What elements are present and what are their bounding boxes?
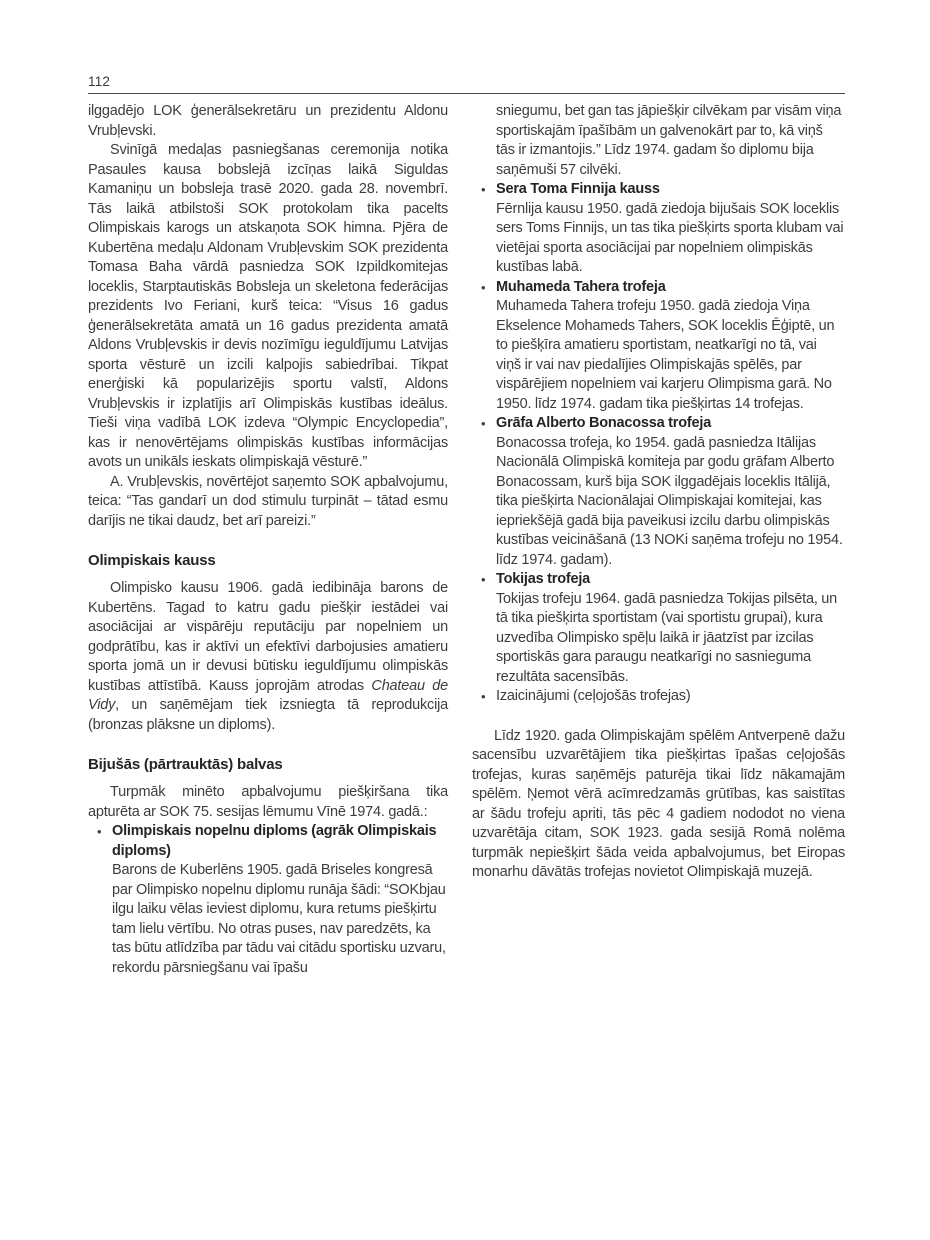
- bullet-icon: •: [481, 572, 486, 587]
- right-column: [472, 102, 845, 978]
- bullet-body-tokyo-trophy: Tokijas trofeju 1964. gadā pasniedza Tokijas pilsēta, un tā tika piešķirta sportistam (vai sportistu grupai), kura uzvedība Olimpisko spēļu laikā ir jāatzīst par izcilas sportiskās gara paraugu neatkarīgi no sasnieguma rezultāta sacensībās.: [496, 590, 838, 685]
- paragraph-olympic-cup: [88, 579, 448, 735]
- bullet-item-finnija-cup: [472, 180, 845, 278]
- bullet-label-challenges: Izaicinājumi (ceļojošās trofejas): [496, 688, 691, 704]
- chateau-de-vidy-italic: Chateau de Vidy: [88, 677, 448, 713]
- bullet-item-taher-trophy: [472, 278, 845, 415]
- bullet-content: [496, 278, 845, 415]
- bullet-content: [496, 687, 845, 707]
- paragraph-continuation-top: ilggadējo LOK ģenerālsekretāru un prezidentu Aldonu Vrubļevski.: [88, 103, 448, 139]
- paragraph-medal-ceremony: Svinīgā medaļas pasniegšanas ceremonija notika Pasaules kausa bobslejā izcīņas laikā Siguldas Kamaniņu un bobsleja trasē 2020. gada 28. novembrī. Tās laikā atbilstoši SOK protokolam tika pacelts Olimpiskais karogs un atskaņota SOK himna. Pjēra de Kubertēna medaļu Aldonam Vrubļevskim SOK prezidenta Tomasa Baha vārdā pasniedza SOK Izpildkomitejas loceklis, Starptautiskās Bobsleja un skeletona federācijas prezidents Ivo Feriani, kurš teica: “Visus 16 gadus ģenerālsekretāta amatā un 16 gadus prezidenta amatā Aldons Vrubļevskis ir devis nozīmīgu ieguldījumu Latvijas sporta vēsturē un izcili kalpojis sabiedrībai. Tikpat enerģiski kā popularizējis sportu valstī, Aldons Vrubļevskis ir izplatījis arī Olimpiskās kustības ideālus. Tieši viņa vadībā LOK izdeva “Olympic Encyclopedia”, kas ir nenovērtējams olimpiskās kustības informācijas avots un unikāls ieskats olimpiskajā vēsturē.”: [88, 142, 448, 470]
- bullet-icon: •: [481, 689, 486, 704]
- bullet-body-bonacossa-trophy: Bonacossa trofeja, ko 1954. gadā pasniedza Itālijas Nacionālā Olimpiskā komiteja par godu grāfam Alberto Bonacossam, kurš bija SOK ilggadējais loceklis Itālijā, tika piešķirta Nacionālajai Olimpiskajai komitejai, kas iepriekšējā gadā bija paveikusi izcilu darbu olimpiskās kustības veicināšanā (13 NOKi saņēma trofeju no 1954. līdz 1974. gadam).: [496, 434, 843, 568]
- bullet-label-merit-diploma: Olimpiskais nopelnu diploms (agrāk Olimpiskais diploms): [112, 823, 437, 859]
- section-heading-former-awards: Bijušās (pārtrauktās) balvas: [88, 756, 283, 773]
- bullet-icon: •: [481, 416, 486, 431]
- bullet-label-tokyo-trophy: Tokijas trofeja: [496, 571, 591, 587]
- bullet-label-bonacossa-trophy: Grāfa Alberto Bonacossa trofeja: [496, 415, 712, 431]
- bullet-content: [496, 180, 845, 278]
- bullet-item-merit-diploma: [88, 822, 448, 978]
- paragraph-former-awards-intro: Turpmāk minēto apbalvojumu piešķiršana tika apturēta ar SOK 75. sesijas lēmumu Vīnē 1974. gadā.:: [88, 784, 448, 820]
- bullet-body-finnija-cup: Fērnlija kausu 1950. gadā ziedoja bijušais SOK loceklis sers Toms Finnijs, un tas tika piešķirts sporta klubam vai vietējai sporta asociācijai par nopelniem olimpiskās kustības labā.: [496, 200, 844, 275]
- bullet-content: [496, 414, 845, 570]
- left-column: [88, 102, 448, 978]
- bullet-item-challenges: [472, 687, 845, 707]
- paragraph-vrublevskis-quote: A. Vrubļevskis, novērtējot saņemto SOK apbalvojumu, teica: “Tas gandarī un dod stimulu turpināt – tātad esmu darījis ne tikai daudz, bet arī pareizi.”: [88, 473, 448, 529]
- bullet-label-finnija-cup: Sera Toma Finnija kauss: [496, 181, 660, 197]
- olympic-cup-text-after: , un saņēmējam tiek izsniegta tā reprodukcija (bronzas plāksne un diploms).: [88, 697, 448, 733]
- paragraph-merit-diploma-continuation: sniegumu, bet gan tas jāpiešķir cilvēkam par visām viņa sportiskajām īpašībām un galvenokārt par to, kā viņš tās ir izmantojis.” Līdz 1974. gadam šo diplomu bija saņēmuši 57 cilvēki.: [496, 103, 842, 178]
- bullet-item-tokyo-trophy: [472, 570, 845, 687]
- bullet-label-taher-trophy: Muhameda Tahera trofeja: [496, 278, 666, 295]
- bullet-item-bonacossa-trophy: [472, 414, 845, 570]
- page-number: 112: [88, 74, 111, 89]
- bullet-content: [496, 570, 845, 687]
- paragraph-travelling-trophies: Līdz 1920. gada Olimpiskajām spēlēm Antverpenē dažu sacensību uzvarētājiem tika piešķirtas īpašas ceļojošās trofejas, kuras saņēmējs paturēja tikai līdz nākamajām spēlēm. Ņemot vērā acīmredzamās grūtības, kas saistītas ar šādu trofeju apriti, tās pēc 4 gadiem nododot no viena uzvarētāja citam, SOK 1923. gada sesijā Romā nolēma turpmāk nepiešķirt šāda veida apbalvojumus, bet Eiropas monarhu dāvātās trofejas novietot Olimpiskajā muzejā.: [472, 727, 845, 880]
- olympic-cup-text-before: Olimpisko kausu 1906. gadā iedibināja barons de Kubertēns. Tagad to katru gadu piešķir iestādei vai asociācijai ar vispārēju reputāciju par nopelniem un godprātību, kas ir aktīvi un efektīvi darbojusies amatieru sporta jomā un ir devusi būtisku ieguldījumu olimpiskās kustības attīstībā. Kauss joprojām atrodas: [88, 580, 448, 694]
- bullet-content: [112, 822, 448, 978]
- bullet-body-merit-diploma: Barons de Kuberlēns 1905. gadā Briseles kongresā par Olimpisko nopelnu diplomu runāja šādi: “SOKbjau ilgu laiku vēlas ieviest diplomu, kura retums piešķirtu tam lielu vērtību. No otras puses, nav paredzēts, ka tas būtu atlīdzība par tādu vai citādu sportisku uzvaru, rekordu pārsniegšanu vai īpašu: [112, 862, 446, 976]
- two-column-layout: [88, 102, 845, 978]
- header-rule: [88, 93, 845, 94]
- bullet-icon: •: [481, 279, 486, 295]
- bullet-icon: •: [97, 824, 102, 839]
- bullet-body-taher-trophy: Muhameda Tahera trofeju 1950. gadā ziedoja Viņa Ekselence Mohameds Tahers, SOK loceklis Ēģiptē, un to piešķīra amatieru sportistam, neatkarīgi no tā, vai viņš ir vai nav piedalījies Olimpiskajās spēlēs, par vispārējiem nopelniem vai karjeru Olimpisma garā. No 1950. līdz 1974. gadam tika piešķirtas 14 trofejas.: [496, 298, 835, 412]
- bullet-icon: •: [481, 182, 486, 197]
- section-heading-olympic-cup: Olimpiskais kauss: [88, 552, 216, 569]
